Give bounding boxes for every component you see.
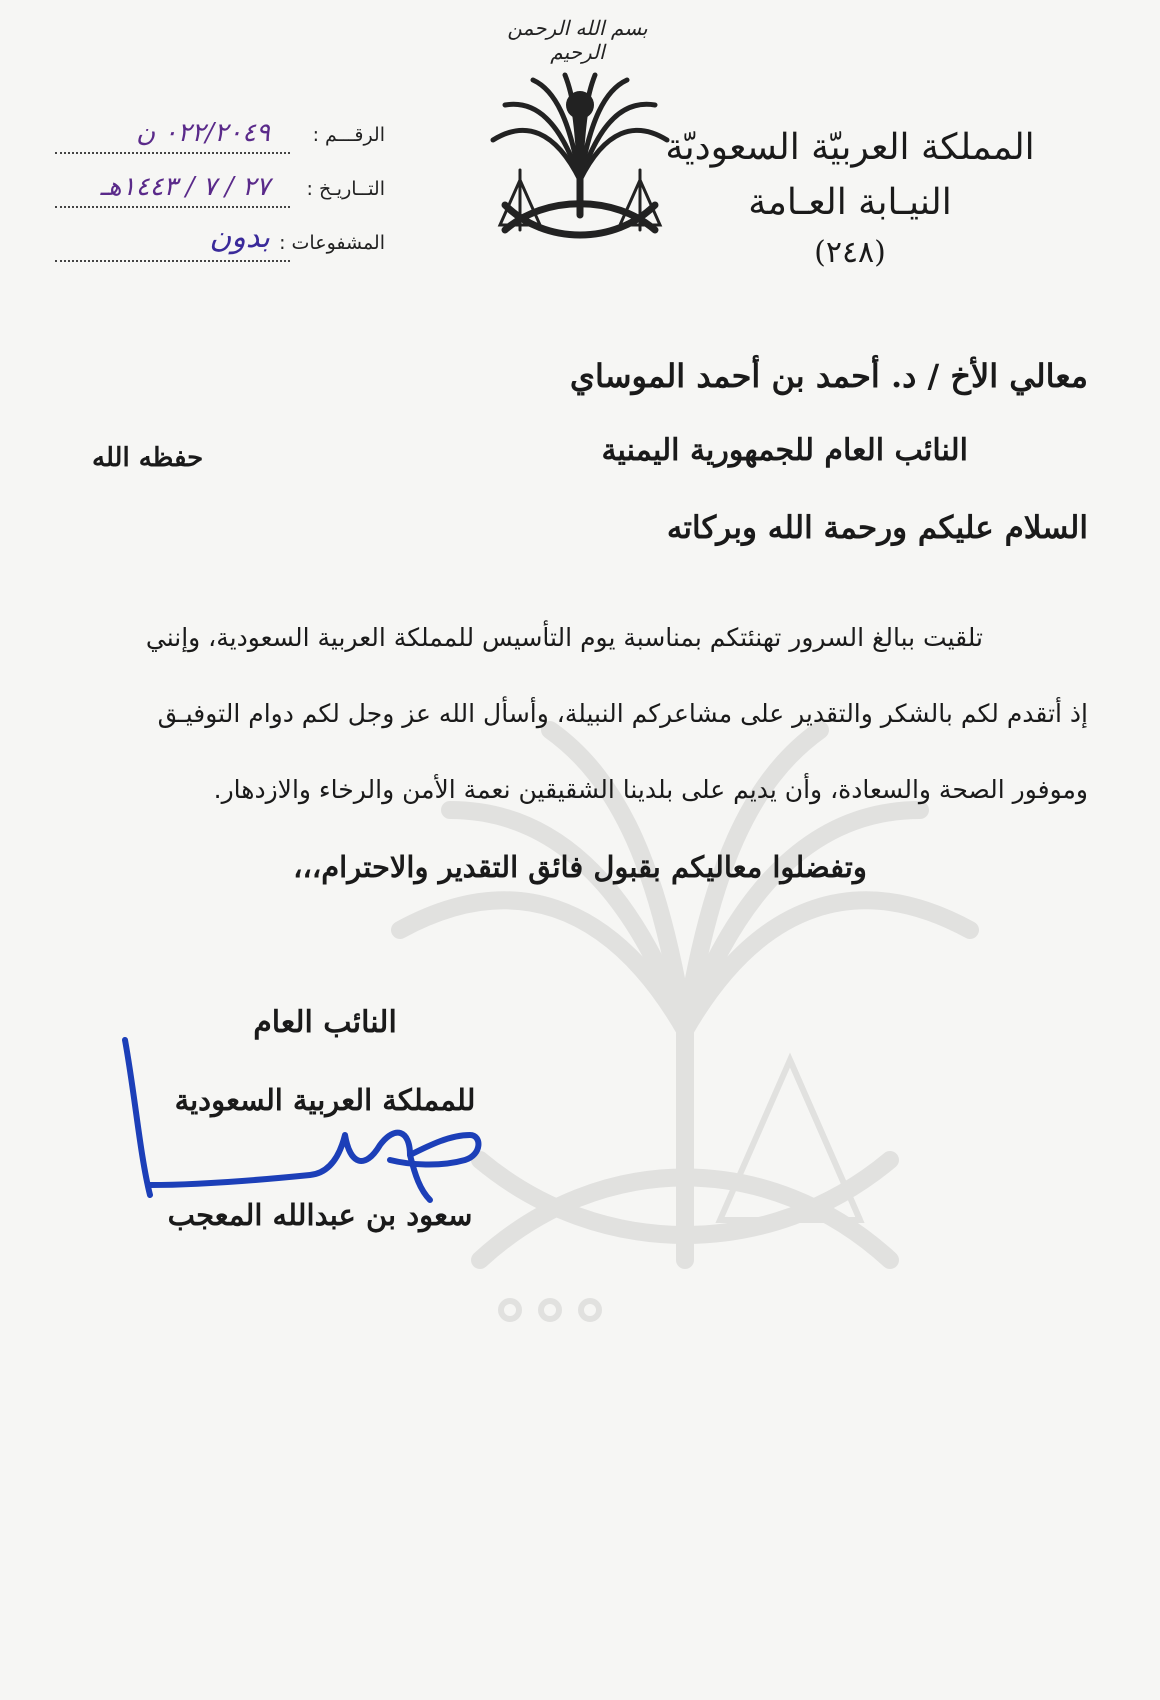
recipient-title: النائب العام للجمهورية اليمنية [601, 433, 968, 468]
date-field [55, 172, 385, 226]
reference-fields [55, 118, 385, 280]
signatory-name: سعود بن عبدالله المعجب [167, 1198, 473, 1232]
date-value: ٢٧ / ٧ / ١٤٤٣هـ [100, 172, 270, 202]
attachments-label: المشفوعات : [279, 232, 385, 254]
paragraph-line: إذ أتقدم لكم بالشكر والتقدير على مشاعركم النبيلة، وأسأل الله عز وجل لكم دوام التوفيـق [157, 699, 1088, 728]
office-code: (٢٤٨) [814, 235, 886, 270]
paragraph-line: وموفور الصحة والسعادة، وأن يديم على بلدينا الشقيقين نعمة الأمن والرخاء والازدهار. [213, 775, 1088, 804]
dotted-line [55, 260, 290, 262]
recipient-name: معالي الأخ / د. أحمد بن أحمد الموساي [569, 357, 1088, 395]
dotted-line [55, 152, 290, 154]
greeting: السلام عليكم ورحمة الله وبركاته [666, 510, 1088, 546]
attachments-field [55, 220, 385, 280]
letterhead-authority [650, 120, 1050, 276]
signatory-country: للمملكة العربية السعودية [174, 1083, 476, 1117]
date-label: التــاريـخ : [306, 178, 385, 200]
agency-name: النيـابة العـامة [748, 182, 952, 223]
number-field [55, 118, 385, 172]
number-label: الرقـــم : [312, 124, 385, 146]
basmala: بسم الله الرحمن الرحيم [507, 16, 648, 64]
number-value: ٠٢٢/٢٠٤٩ ن [136, 118, 270, 148]
signatory-title: النائب العام [253, 1005, 397, 1040]
country-name: المملكة العربيّة السعوديّة [665, 127, 1035, 168]
letter-paragraph [68, 600, 1088, 828]
paragraph-line: تلقيت ببالغ السرور تهنئتكم بمناسبة يوم التأسيس للمملكة العربية السعودية، وإنني [145, 623, 983, 652]
closing-line: وتفضلوا معاليكم بقبول فائق التقدير والاحترام،،، [293, 850, 867, 884]
honorific: حفظه الله [92, 443, 204, 473]
attachments-value: بدون [209, 220, 270, 255]
dotted-line [55, 206, 290, 208]
handwritten-signature [110, 1035, 490, 1205]
saudi-emblem-icon [485, 10, 675, 270]
